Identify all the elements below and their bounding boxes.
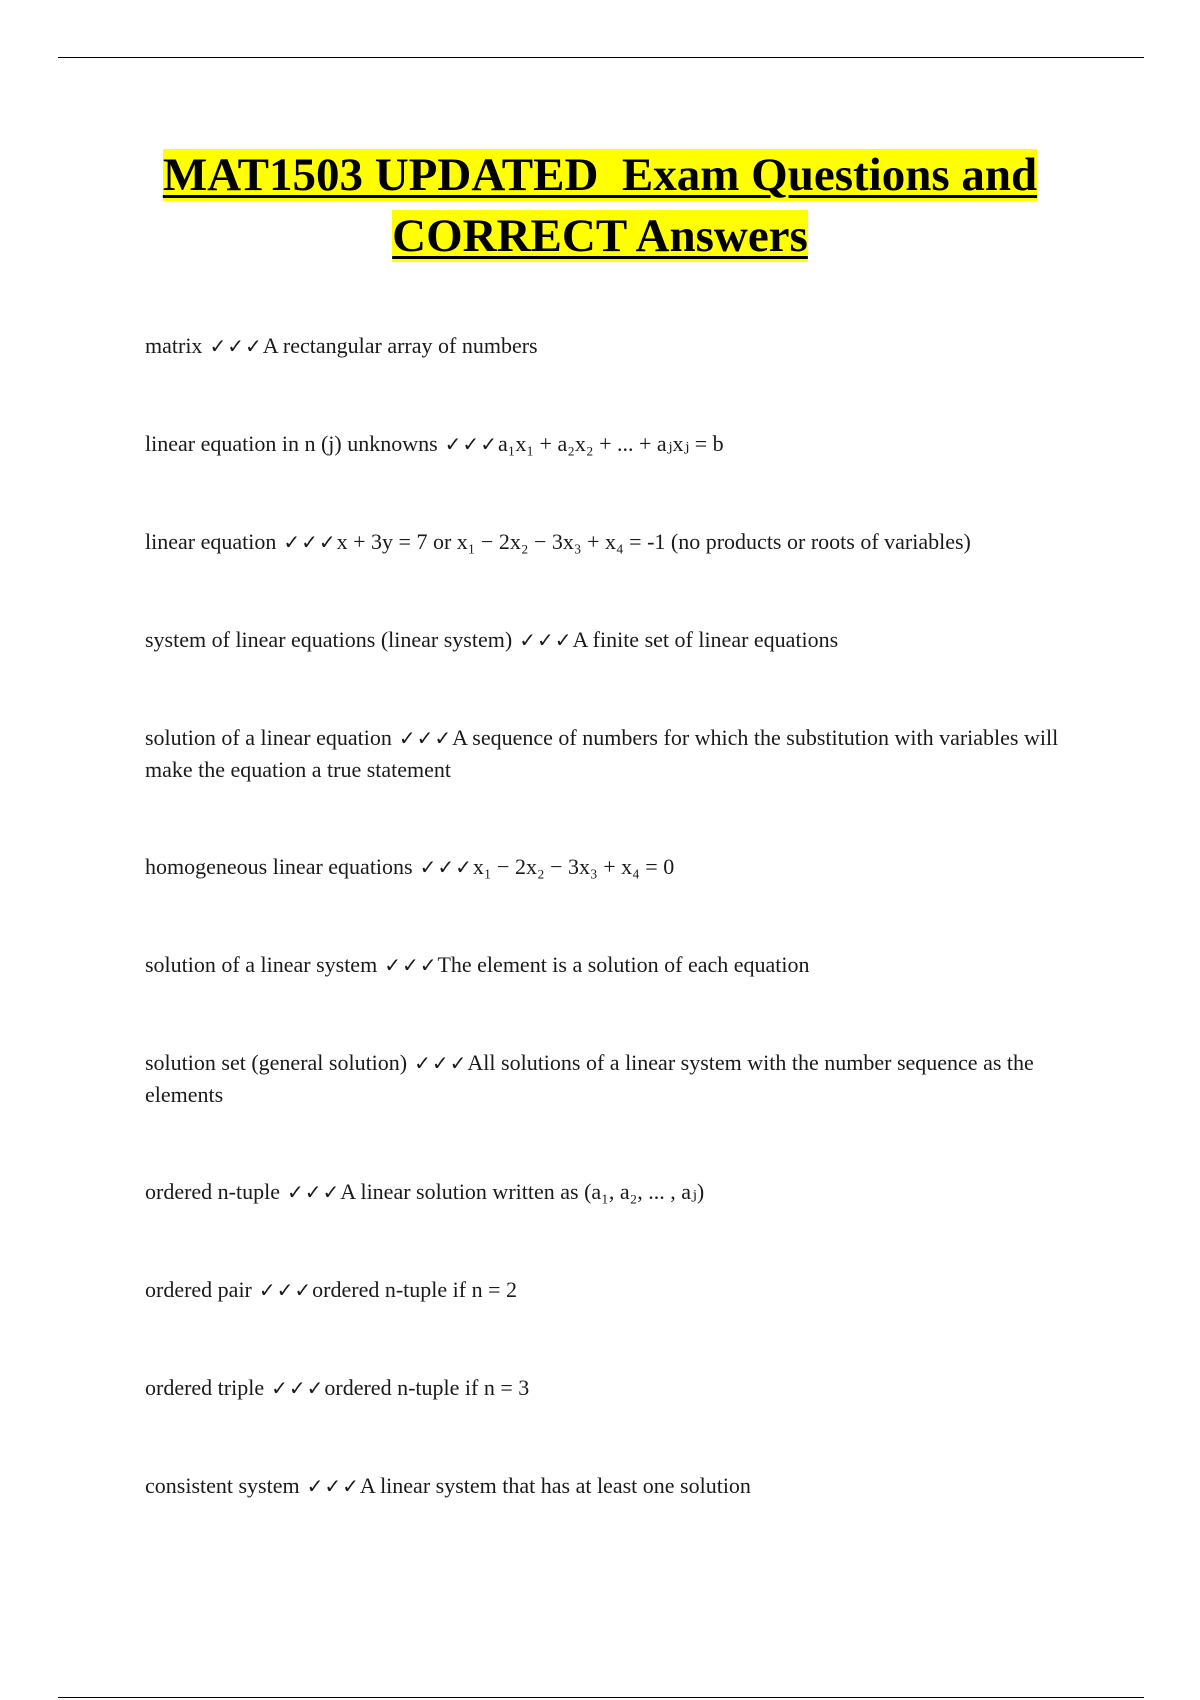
entry-definition: A rectangular array of numbers — [262, 333, 538, 358]
entry-definition: A linear system that has at least one solution — [359, 1473, 751, 1498]
check-marks-icon: ✓✓✓ — [283, 530, 337, 554]
entry-definition: ordered n-tuple if n = 2 — [312, 1277, 518, 1302]
check-marks-icon: ✓✓✓ — [384, 953, 438, 977]
flashcard-list — [145, 330, 1065, 1502]
entry-term: homogeneous linear equations — [145, 854, 413, 879]
flashcard-entry — [145, 722, 1065, 785]
entry-term: solution of a linear equation — [145, 725, 392, 750]
flashcard-entry — [145, 428, 1065, 460]
entry-term: linear equation — [145, 529, 277, 554]
entry-term: matrix — [145, 333, 203, 358]
title-line-2 — [0, 206, 1200, 267]
flashcard-entry — [145, 1176, 1065, 1208]
entry-definition: x + 3y = 7 or x₁ − 2x₂ − 3x₃ + x₄ = -1 (no products or roots of variables) — [336, 529, 971, 554]
flashcard-entry — [145, 526, 1065, 558]
title-line-1 — [0, 145, 1200, 206]
entry-definition: All solutions of a linear system with the number sequence as the elements — [145, 1050, 1040, 1107]
entry-definition: A linear solution written as (a₁, a₂, ... , aⱼ) — [340, 1179, 705, 1204]
entry-definition: A sequence of numbers for which the substitution with variables will make the equation a true statement — [145, 725, 1064, 782]
bottom-rule — [58, 1697, 1144, 1698]
flashcard-entry — [145, 1372, 1065, 1404]
flashcard-entry — [145, 624, 1065, 656]
check-marks-icon: ✓✓✓ — [414, 1051, 468, 1075]
entry-term: system of linear equations (linear system) — [145, 627, 513, 652]
top-rule — [58, 57, 1144, 58]
flashcard-entry — [145, 1047, 1065, 1110]
check-marks-icon: ✓✓✓ — [444, 432, 498, 456]
check-marks-icon: ✓✓✓ — [271, 1376, 325, 1400]
check-marks-icon: ✓✓✓ — [419, 855, 473, 879]
entry-term: consistent system — [145, 1473, 300, 1498]
entry-term: ordered pair — [145, 1277, 252, 1302]
document-title — [0, 145, 1200, 267]
entry-definition: x₁ − 2x₂ − 3x₃ + x₄ = 0 — [472, 854, 675, 879]
entry-definition: The element is a solution of each equation — [437, 952, 810, 977]
check-marks-icon: ✓✓✓ — [519, 628, 573, 652]
flashcard-entry — [145, 949, 1065, 981]
entry-definition: ordered n-tuple if n = 3 — [324, 1375, 530, 1400]
entry-definition: A finite set of linear equations — [572, 627, 839, 652]
entry-term: linear equation in n (j) unknowns — [145, 431, 438, 456]
check-marks-icon: ✓✓✓ — [306, 1474, 360, 1498]
flashcard-entry — [145, 1274, 1065, 1306]
check-marks-icon: ✓✓✓ — [287, 1180, 341, 1204]
entry-term: ordered n-tuple — [145, 1179, 280, 1204]
flashcard-entry — [145, 330, 1065, 362]
check-marks-icon: ✓✓✓ — [258, 1278, 313, 1302]
title-line-1-text: MAT1503 UPDATED Exam Questions and — [162, 149, 1038, 201]
entry-definition: a₁x₁ + a₂x₂ + ... + aⱼxⱼ = b — [497, 431, 724, 456]
title-line-2-text: CORRECT Answers — [392, 210, 808, 262]
entry-term: ordered triple — [145, 1375, 265, 1400]
entry-term: solution of a linear system — [145, 952, 378, 977]
entry-term: solution set (general solution) — [145, 1050, 408, 1075]
check-marks-icon: ✓✓✓ — [209, 334, 263, 358]
check-marks-icon: ✓✓✓ — [398, 726, 453, 750]
flashcard-entry — [145, 1470, 1065, 1502]
flashcard-entry — [145, 851, 1065, 883]
